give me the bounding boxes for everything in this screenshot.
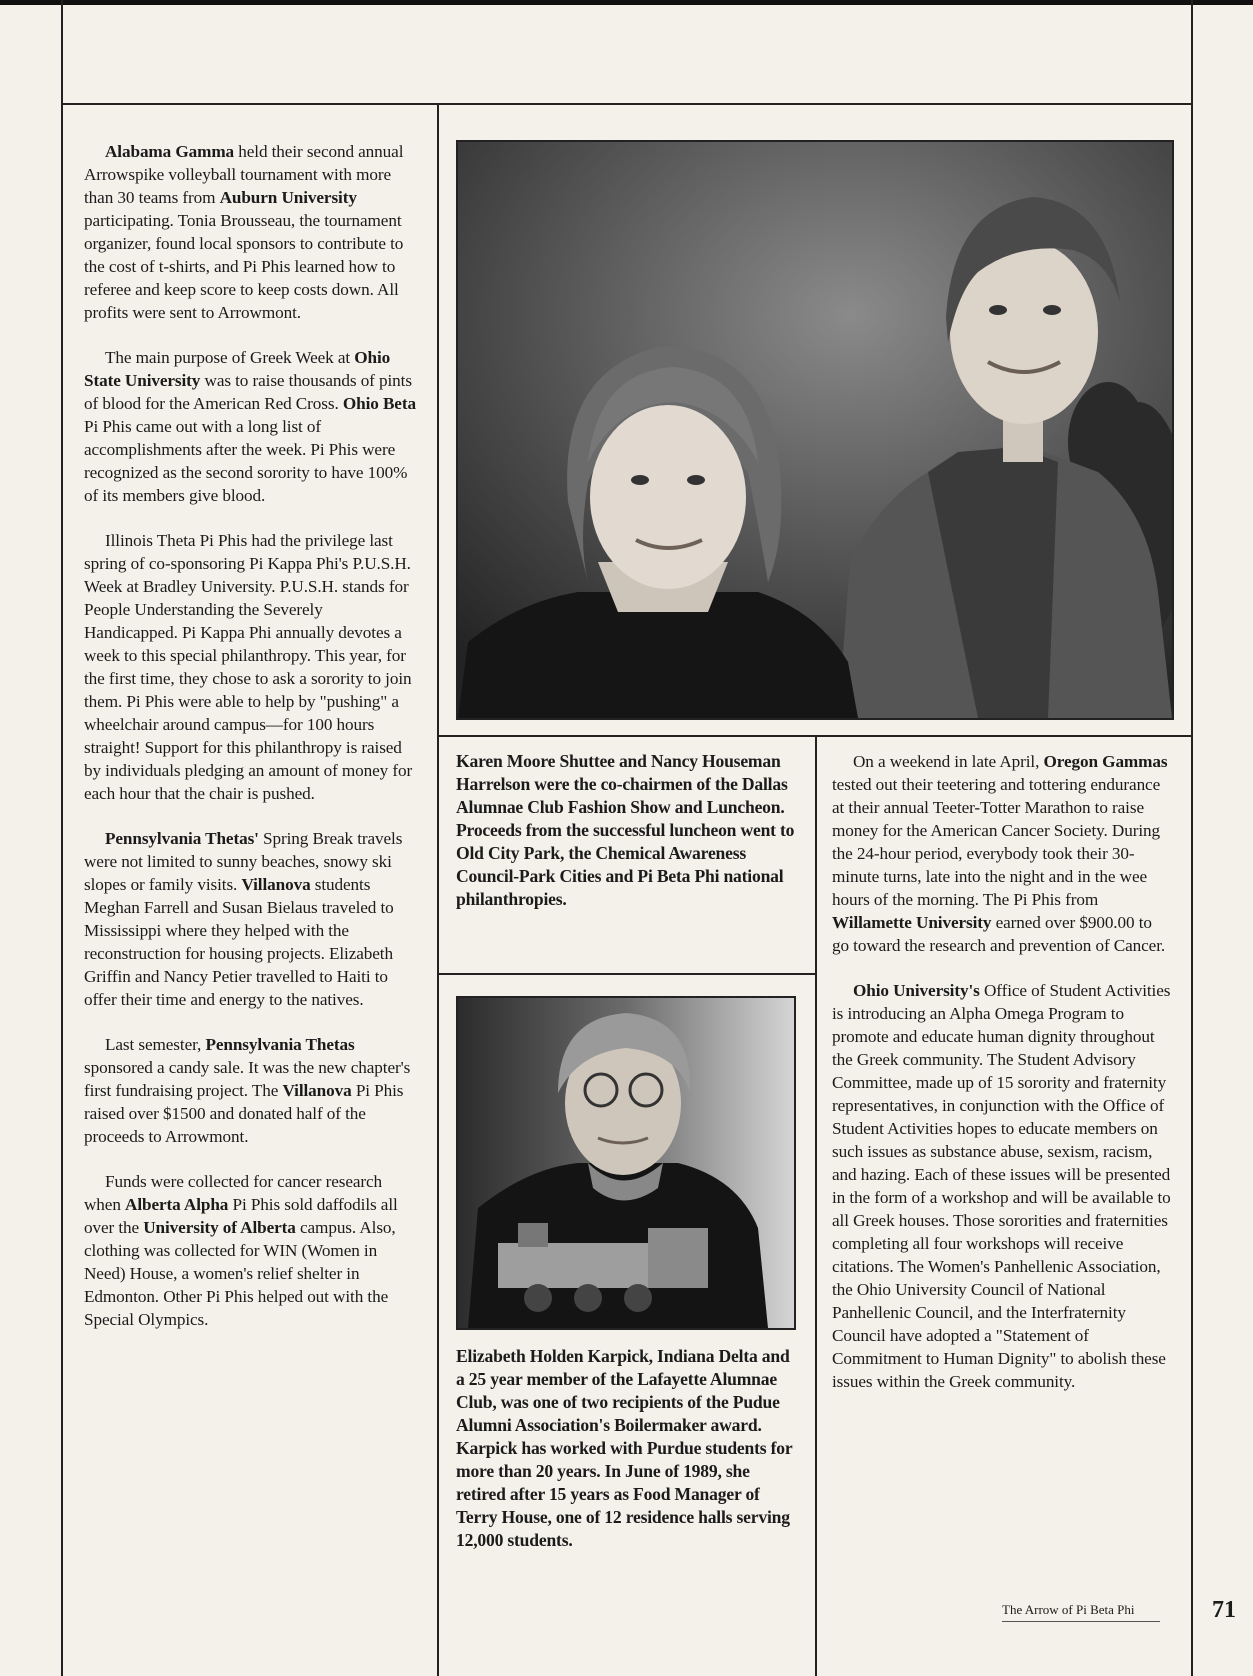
text-run: sponsored a candy sale. It was the new chapter's first fundraising project. The (84, 1058, 411, 1100)
body-paragraph (832, 750, 1172, 957)
bold-name: Pennsylvania Thetas' (105, 829, 259, 848)
text-run: Funds were collected for cancer research when (84, 1172, 383, 1214)
bold-name: Ohio Beta (342, 394, 416, 413)
karpick-photo-graphic (458, 998, 794, 1328)
bold-name: Ohio State University (84, 348, 391, 390)
text-run: Spring Break travels were not limited to sunny beaches, snowy ski slopes or family visits. (84, 829, 403, 894)
text-run: students Meghan Farrell and Susan Bielaus traveled to Mississippi where they helped with the reconstruction for housing projects. Elizabeth Griffin and Nancy Petier travelled to Haiti to offer their time and energy to the natives. (84, 875, 394, 1009)
text-run: earned over $900.00 to go toward the research and prevention of Cancer. (832, 913, 1166, 955)
bold-name: Villanova (241, 875, 311, 894)
body-paragraph (84, 140, 420, 324)
photo-caption-karpick-award (456, 1345, 800, 1552)
body-paragraph (84, 1170, 420, 1331)
left-text-column (84, 140, 420, 1331)
bold-name: Villanova (282, 1081, 352, 1100)
text-run: Pi Phis came out with a long list of accomplishments after the week. Pi Phis were recognized as the second sorority to have 100% of its members give blood. (84, 417, 408, 505)
right-margin-rule (1191, 0, 1193, 1676)
body-paragraph (84, 529, 420, 805)
left-margin-rule (61, 0, 63, 1676)
text-run: On a weekend in late April, (853, 752, 1044, 771)
text-run: Last semester, (105, 1035, 206, 1054)
caption-text: Elizabeth Holden Karpick, Indiana Delta and a 25 year member of the Lafayette Alumnae Club, was one of two recipients of the Pudue Alumni Association's Boilermaker award. Karpick has worked with Purdue students for more than 20 years. In June of 1989, she retired after 15 years as Food Manager of Terry House, one of 12 residence halls serving 12,000 students. (456, 1346, 793, 1550)
text-run: Office of Student Activities is introducing an Alpha Omega Program to promote and educate human dignity throughout the Greek community. The Student Advisory Committee, made up of 15 sorority and fraternity representatives, in conjunction with the Office of Student Activities hopes to educate members on such issues as substance abuse, sexism, racism, and hazing. Each of these issues will be presented in the form of a workshop and will be available to all Greek houses. Those sororities and fraternities completing all four workshops will receive citations. The Women's Panhellenic Association, the Ohio University Council of National Panhellenic Council, and the Interfraternity Council have adopted a "Statement of Commitment to Human Dignity" to abolish these issues within the Greek community. (832, 981, 1171, 1391)
bold-name: Ohio University's (853, 981, 980, 1000)
body-paragraph (84, 1033, 420, 1148)
portrait-photo-graphic (458, 142, 1172, 718)
footer-underline (1002, 1621, 1160, 1622)
bold-name: Alabama Gamma (105, 142, 235, 161)
text-run: Illinois Theta Pi Phis had the privilege last spring of co-sponsoring Pi Kappa Phi's P.U.S.H. Week at Bradley University. P.U.S.H. stands for People Understanding the Severely Handicapped. Pi Kappa Phi annually devotes a week to this special philanthropy. This year, for the first time, they chose to ask a sorority to join them. Pi Phis were able to help by "pushing" a wheelchair around campus—for 100 hours straight! Support for this philanthropy is raised by individuals pledging an amount of money for each hour that the chair is pushed. (84, 531, 413, 803)
right-text-column (832, 750, 1172, 1393)
publication-name: The Arrow of Pi Beta Phi (1002, 1602, 1135, 1617)
text-run: The main purpose of Greek Week at (105, 348, 355, 367)
text-run: held their second annual Arrowspike volleyball tournament with more than 30 teams from (84, 142, 404, 207)
body-paragraph (84, 827, 420, 1011)
bold-name: Alberta Alpha (125, 1195, 229, 1214)
text-run: campus. Also, clothing was collected for WIN (Women in Need) House, a women's relief shelter in Edmonton. Other Pi Phis helped out with the Special Olympics. (84, 1218, 396, 1329)
body-paragraph (832, 979, 1172, 1393)
column-divider-left (437, 103, 439, 1676)
top-border (0, 0, 1253, 5)
body-paragraph (84, 346, 420, 507)
bold-name: Auburn University (219, 188, 357, 207)
page-number: 71 (1212, 1597, 1236, 1623)
portrait-photo-elizabeth-karpick (456, 996, 796, 1330)
text-run: tested out their teetering and tottering endurance at their annual Teeter-Totter Marathon to raise money for the American Cancer Society. During the 24-hour period, everybody took their 30-minute turns, late into the night and in the wee hours of the morning. The Pi Phis from (832, 775, 1161, 909)
bold-name: Willamette University (832, 913, 992, 932)
text-run: was to raise thousands of pints of blood for the American Red Cross. (84, 371, 412, 413)
caption-divider-rule (437, 973, 815, 975)
photo-caption-dallas-luncheon (456, 750, 800, 911)
bold-name: Oregon Gammas (1043, 752, 1168, 771)
text-run: participating. Tonia Brousseau, the tournament organizer, found local sponsors to contribute to the cost of t-shirts, and Pi Phis learned how to referee and keep score to keep costs down. All profits were sent to Arrowmont. (84, 211, 404, 322)
column-divider-right (815, 735, 817, 1676)
portrait-photo-two-women (456, 140, 1174, 720)
photo-bottom-rule (437, 735, 1191, 737)
bold-name: Pennsylvania Thetas (205, 1035, 355, 1054)
bold-name: University of Alberta (143, 1218, 296, 1237)
text-run: Pi Phis sold daffodils all over the (84, 1195, 398, 1237)
caption-text: Karen Moore Shuttee and Nancy Houseman Harrelson were the co-chairmen of the Dallas Alumnae Club Fashion Show and Luncheon. Proceeds from the successful luncheon went to Old City Park, the Chemical Awareness Council-Park Cities and Pi Beta Phi national philanthropies. (456, 751, 795, 909)
text-run: Pi Phis raised over $1500 and donated half of the proceeds to Arrowmont. (84, 1081, 404, 1146)
header-rule (61, 103, 1193, 105)
